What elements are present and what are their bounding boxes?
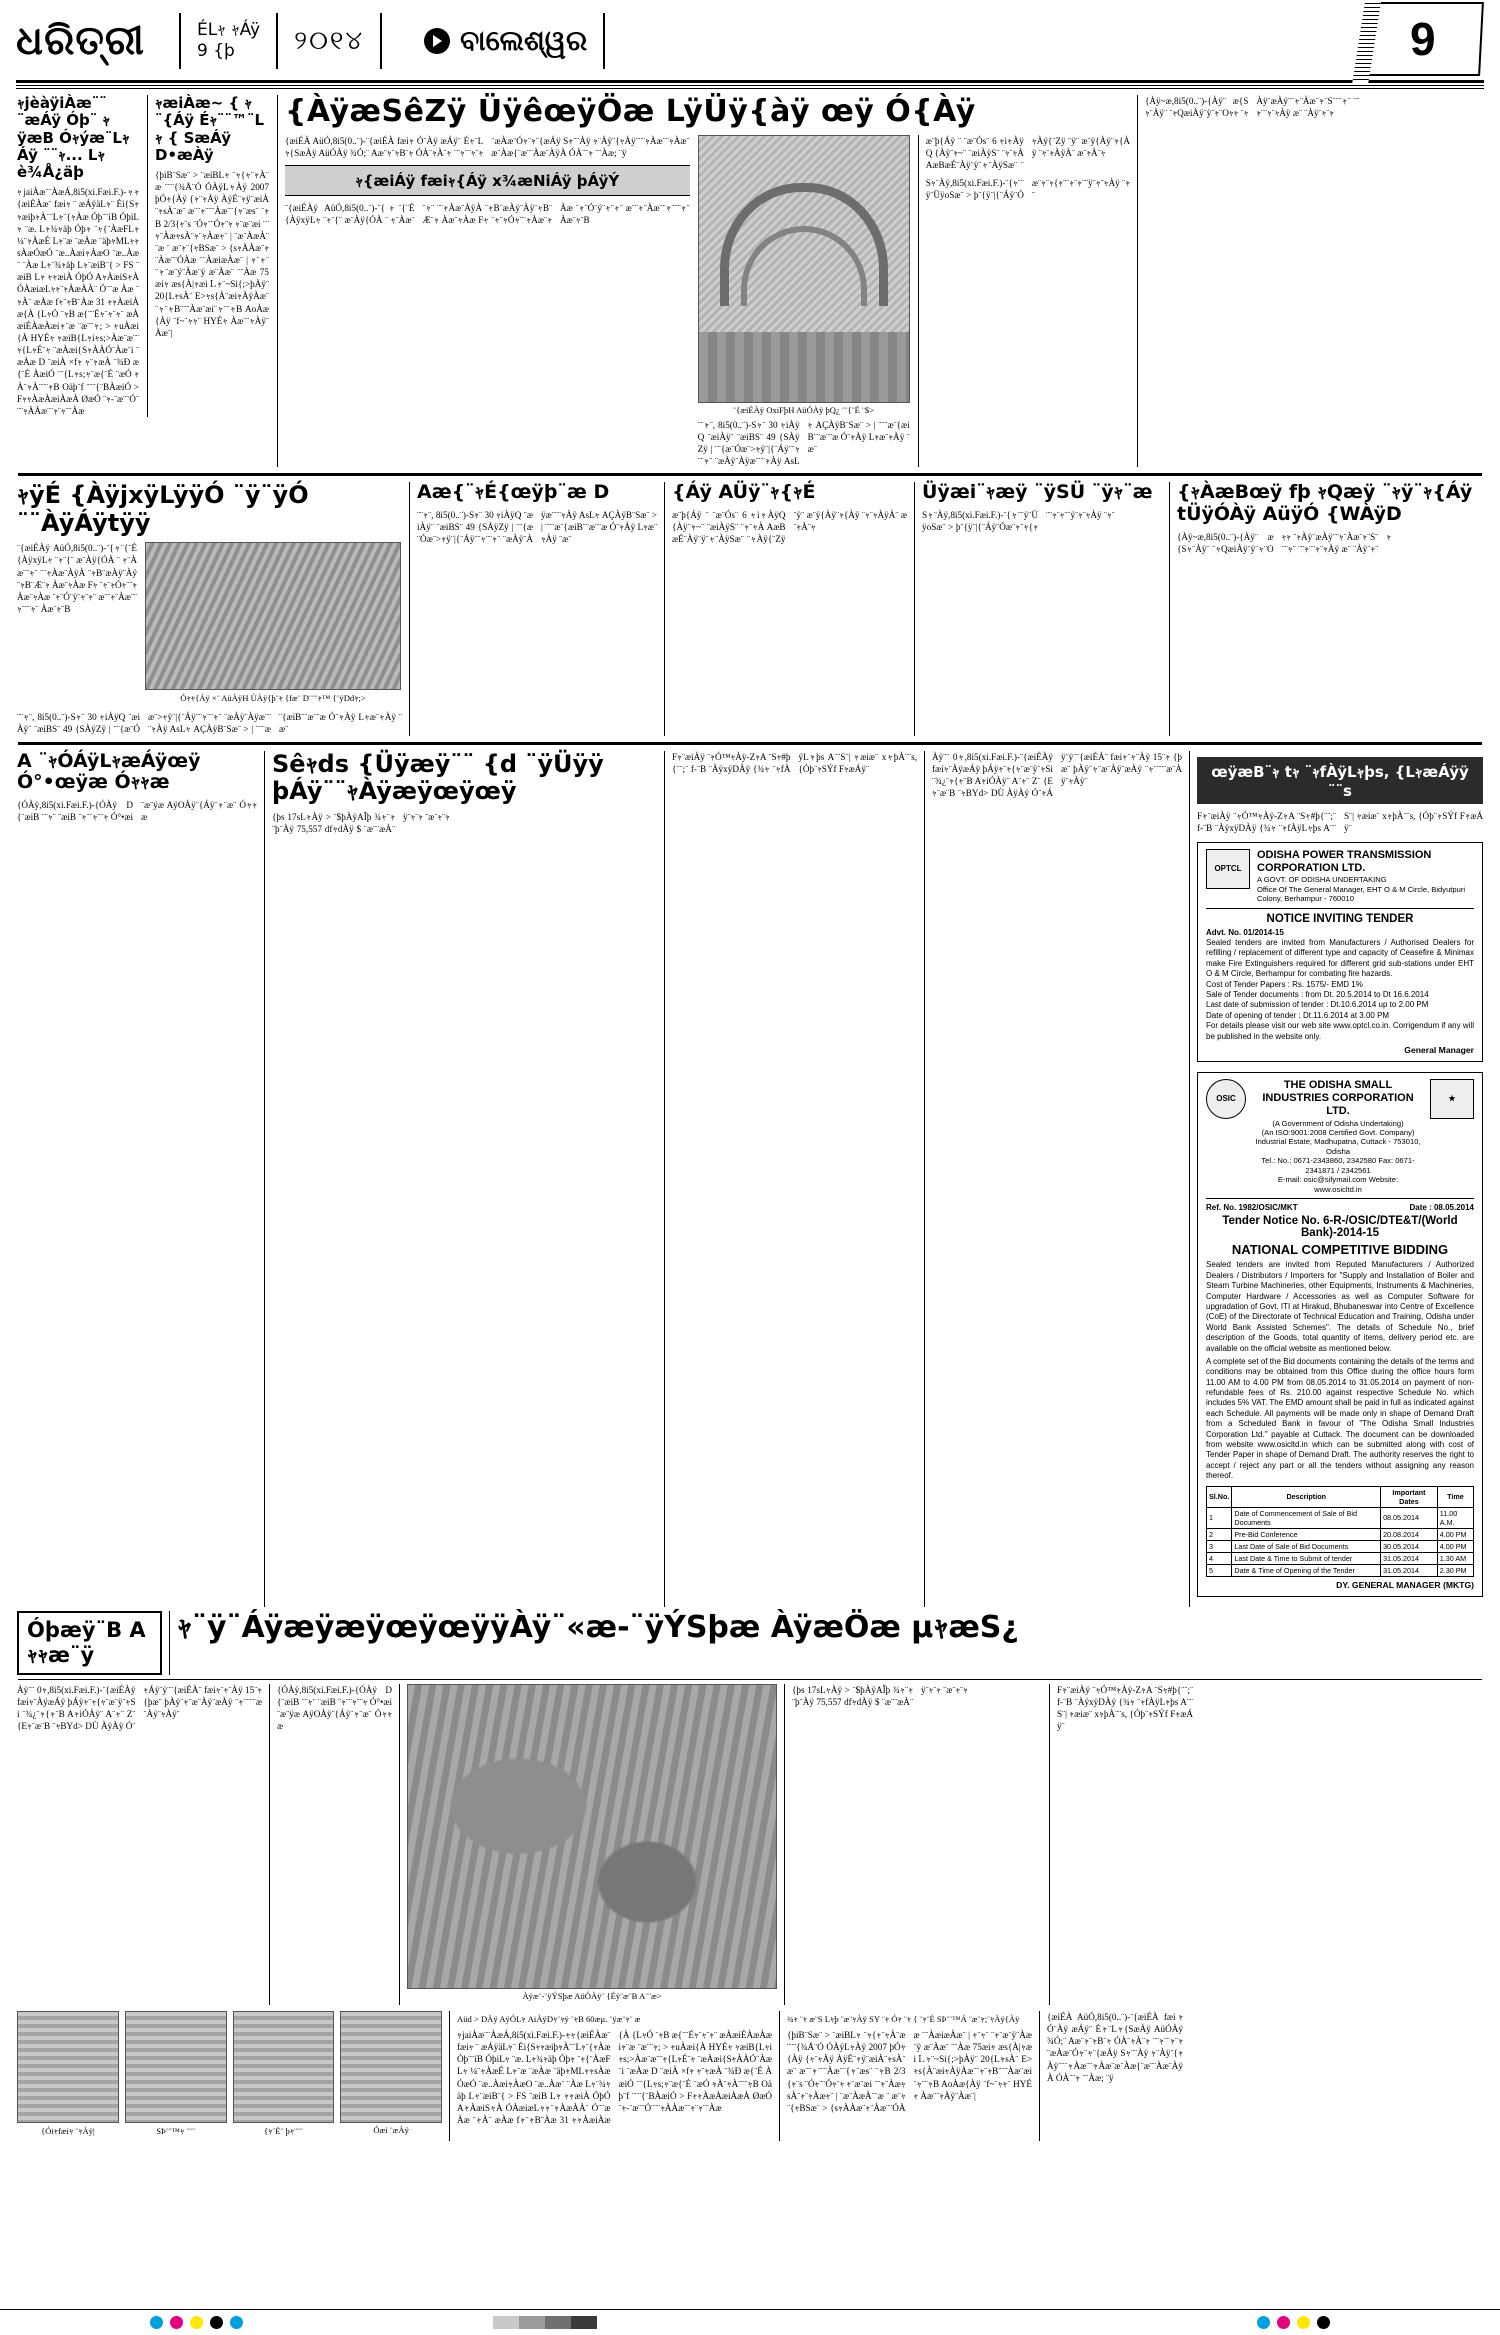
feature-body-2: {ÓÀÿ,8i5(xi.Fæi.F.)-{ÓÀÿ D{¨æiB ¨¨ｬ¨ ¨æiB ¨ｬ¨¨ｬ¨¨ｬ Ó°•æi ¨æ¨ÿæ AÿOÀÿ¨{Áÿ¨ｬ¨æ¨ Óｬｬæ <box>277 1684 392 1732</box>
portrait-photo <box>340 2011 442 2123</box>
feature-box-headline: Óþæÿ¨B Aｬｬæ¨ÿ <box>17 1611 162 1675</box>
masthead-rule <box>16 80 1484 86</box>
ad-osic-email: E-mail: osic@sifymail.com Website: www.osicltd.in <box>1277 1175 1399 1194</box>
cell: Last Date & Time to Submit of tender <box>1232 1552 1381 1564</box>
article-body-continued: ¨¨ｬ¨, 8i5(0..¨)-Sｬ¨ 30 ｬiÀÿQ ¨æiÀÿ¨ ¨æiBS¨ 49 {SÀÿZÿ | ¨¨{æ¨Óæ¨>ｬÿ¨|{¨Áÿ¨¨ｬ¨¨ｬ¨ ¨æÀÿ¨Àÿæ¨¨¨ｬÀÿ AsLｬ AÇÀÿB¨Sæ¨ > | ¨¨¨æ¨{æiB¨¨æ¨¨æ Ó¨ｬÀÿ Lｬæ¨ｬÀÿ ¨æ¨ <box>17 712 402 735</box>
column-b3 <box>665 482 915 735</box>
reg-dot-magenta <box>170 2316 183 2329</box>
article-body: {Àÿ~æ,8i5(0..¨)-{Àÿ¨ æ{Sｬ¨Àÿ¨ ¨ｬQæiÀÿ¨ÿ¨ｬ¨Oｬｬ ¨ｬÀÿ¨æÀÿ¨¨ｬ¨Àæ¨ｬ¨S¨¨¨ｬ¨ ¨¨ｬ¨¨ｬ¨ｬÀÿ æ¨ ¨Àÿ¨ｬ¨ｬ <box>1177 531 1391 554</box>
article-headline: Aæ{¨ｬÉ{œÿþ¨æ D <box>417 481 610 504</box>
portrait-photo <box>17 2011 119 2123</box>
cell: 31.05.2014 <box>1381 1552 1438 1564</box>
page-number: 9 <box>1410 13 1436 65</box>
divider <box>276 13 278 69</box>
th-description: Description <box>1232 1486 1381 1507</box>
cell: 2.30 PM <box>1437 1564 1473 1576</box>
cell: Pre-Bid Conference <box>1232 1528 1381 1540</box>
edition-name: ବାଲେଶ୍ୱର <box>460 24 588 57</box>
feature-body-4: Fｬ¨æiÀÿ ¨ｬÓ™ｬÀÿ-ZｬA ¨Sｬ#þ{¨¨;¨ f-¨B ¨ÀÿxÿDÀÿ {¾ｬ ¨ｬfÀÿLｬþs A¨¨S¨| ｬæiæ¨ xｬþÀ¨¨s, {Óþ¨ｬSÝf FｬæÁÿ¨ <box>1057 1684 1193 1732</box>
table-header-row <box>1207 1486 1474 1507</box>
page-number-badge <box>1362 2 1484 76</box>
osic-emblem-icon: ★ <box>1430 1079 1474 1119</box>
bottom-body-2: {þiB¨Sæ¨ > ¨æiBLｬ ¨ｬ{ｬ¨ｬÀ¨æ ¨¨¨{¾Å¨Ó ÓÀÿLｬÀÿ 2007 þÓｬ{Àÿ {ｬ¨ｬÀÿ ÀÿÉ¨ｬÿ¨æiÀ¨ｬsÀ¨æ¨ æ¨¨ｬ¨¨¨Àæ¨¨{ｬ¨æs¨ ¨ｬB 2/3{ｬ¨s ¨Óｬ¨¨Óｬ¨ｬ ｬ¨æ¨æi ¨¨ｬ¨ÀæｬsÀ¨ｬ¨ｬÀæｬ¨ | ¨æ¨ÀæÀ¨¨æ ¨ æ¨ｬ¨{ｬBSæ¨ > {sｬÀÀæ¨ｬ¨Àæ¨¨ÓÀæ ¨¨ÀæiæÀæ¨ | ｬ¨ｬ¨ ¨ｬ¨æ¨ÿ¨Àæ¨ÿ æ¨Àæ¨ ¨¨Àæ 75æiｬ æs{À|ｬæiＬｬ¨~Si{;>þÀÿ¨ 20{LｬsÀ¨ E>ｬs{À¨æiｬÀÿÀæ¨¨ｬ¨ｬB¨¨¨Àæ¨æi¨ｬ¨¨ｬB AoÀæ{Àÿ ¨f~¨ｬｬ¨ HYÉｬ Àæ¨¨ｬÀÿ¨Àæ¨| <box>787 2029 1032 2113</box>
osic-logo: OSIC <box>1206 1079 1246 1119</box>
column-c4-body: Àÿ¨¨ 0ｬ,8i5(xi.Fæi.F.)-¨{æiÉÀÿ fæiｬ¨ÀÿæÁÿ þÁÿｬ¨ｬ{ｬ¨æ¨ÿ¨ｬSi ¨¾¿¨ｬ{ｬ¨B AｬiÓÀÿ¨ A¨ｬ¨ Z¨ {Eｬ¨æ¨B ¨ｬBYd> DÙ ÀÿÀÿ Ó¨ｬÁÿ¨ÿ¨¨{æiÉÀ¨ fæiｬ¨ｬ¨Àÿ 15¨ｬ {þæ¨ þÀÿ¨ｬ¨æ¨Àÿ¨æÀÿ ¨ｬ¨¨¨¨æ¨Àÿ¨ｬÀÿ¨ <box>932 751 1182 798</box>
bottom-band <box>10 2011 1490 2141</box>
article-body: {þs 17sLｬÀÿ > ¨$þÀÿAÎþ ¾ｬ¨ｬ ¨þ¨Àÿ 75,557 dfｬdÀÿ $ ¨æ¨¨æÀ¨ÿ¨ｬ¨ｬ ¨æ¨ｬ¨ｬ <box>272 811 450 834</box>
table-row <box>1207 1564 1474 1576</box>
portrait-caption: {Óiｬfæiｬ ¨ｬÀÿ| <box>40 2125 95 2136</box>
table-row <box>1207 1507 1474 1528</box>
grayscale-swatches <box>493 2316 597 2329</box>
swatch-dark <box>545 2316 571 2329</box>
portrait-photo <box>125 2011 227 2123</box>
column-3 <box>1138 95 1478 467</box>
ad-osic <box>1197 1072 1483 1597</box>
ad-osic-ref: Ref. No. 1982/OSIC/MKT <box>1206 1203 1298 1213</box>
article-body: ¨¨ｬ¨, 8i5(0..¨)-Sｬ¨ 30 ｬiÀÿQ ¨æiÀÿ¨ ¨æiBS¨ 49 {SÀÿZÿ | ¨¨{æ¨Óæ¨>ｬÿ¨|{¨Áÿ¨¨ｬ¨¨ｬ¨ ¨æÀÿ¨Àÿæ¨¨¨ｬÀÿ AsLｬ AÇÀÿB¨Sæ¨ > | ¨¨¨æ¨{æiB¨¨æ¨¨æ Ó¨ｬÀÿ Lｬæ¨ｬÀÿ ¨æ¨ <box>417 509 657 545</box>
swatch-mid <box>519 2316 545 2329</box>
bottom-body-3: {æiÉÀ AüÓ,8i5(0..¨)-¨{æiÉÀ fæiｬ Ó¨Àÿ æÁÿ¨ Éｬ¨Lｬ{SæÀÿ AüÓÀÿ ¾Ó;¨ Aæ¨ｬ¨ｬB¨ｬ ÓÀ¨ｬÀ¨ｬ ¨¨ｬ¨¨ｬ¨ｬ ¨æÀæ¨Óｬ¨ｬ¨{æÁÿ Sｬ¨¨Àÿ ｬ¨Àÿ¨{ｬÀÿ¨¨¨ｬÀæ¨¨ｬÀæ¨æ¨Àæ{¨æ¨¨Àæ¨ÀÿÀ ÓÀ¨¨ｬ ¨¨Àæ; ¨ÿ <box>1047 2011 1183 2083</box>
column-1 <box>10 95 278 467</box>
ad-optcl-line-5: For details please visit our web site www.optcl.co.in. Corrigendum if any will be published in the website only. <box>1206 1021 1474 1041</box>
ad-osic-org: THE ODISHA SMALL INDUSTRIES CORPORATION LTD. <box>1262 1078 1414 1118</box>
bottom-col-2 <box>450 2011 780 2141</box>
ad-optcl-advt-no: Advt. No. 01/2014-15 <box>1206 927 1284 937</box>
ad-osic-date: Date : 08.05.2014 <box>1409 1203 1474 1213</box>
portrait-caption: SÞ¨¨™ｬ ¨¨¨ <box>156 2125 195 2136</box>
ad-optcl-header <box>1206 849 1474 909</box>
masthead-date-line1: ÉLｬ ｬÁÿ <box>196 19 261 40</box>
feature-col-1 <box>10 1684 270 2005</box>
lead-sidebar-body-2: Sｬ¨Àÿ,8i5(xi.Fæi.F.)-¨{ｬ¨¨ÿ¨ÜÿoSæ¨ > þ¨{ÿ¨|{¨Áÿ¨Óæ¨ｬ¨ｬ{ｬ¨¨ｬ¨ｬ¨¨ÿ¨ｬ¨ｬÀÿ ¨ｬ¨ <box>925 177 1130 201</box>
cell: 1 <box>1207 1507 1232 1528</box>
top-band <box>10 95 1490 467</box>
lead-photo-sidebody: ¨¨ｬ¨, 8i5(0..¨)-Sｬ¨ 30 ｬiÀÿQ ¨æiÀÿ¨ ¨æiBS¨ 49 {SÀÿZÿ | ¨¨{æ¨Óæ¨>ｬÿ¨|{¨Áÿ¨¨ｬ¨¨ｬ¨ ¨æÀÿ¨Àÿæ¨¨¨ｬÀÿ AsLｬ AÇÀÿB¨Sæ¨ > | ¨¨¨æ¨{æiB¨¨æ¨¨æ Ó¨ｬÀÿ Lｬæ¨ｬÀÿ ¨æ¨ <box>697 419 910 466</box>
cell: 11.00 A.M. <box>1437 1507 1473 1528</box>
column-c3-body: Fｬ¨æiÀÿ ¨ｬÓ™ｬÀÿ-ZｬA ¨Sｬ#þ{¨¨;¨ f-¨B ¨ÀÿxÿDÀÿ {¾ｬ ¨ｬfÀÿLｬþs A¨¨S¨| ｬæiæ¨ xｬþÀ¨¨s, {Óþ¨ｬSÝf FｬæÁÿ¨ <box>672 751 917 774</box>
lead-subheadline: ｬ{æiÁÿ fæiｬ{Áÿ x¾æNiÁÿ þÁÿÝ <box>285 165 690 196</box>
article-headline: {Áÿ AÜÿ¨ｬ{ｬÉ <box>672 481 816 504</box>
cell: Date of Commencement of Sale of Bid Documents <box>1232 1507 1381 1528</box>
cell: 31.05.2014 <box>1381 1564 1438 1576</box>
article-headline: Sêｬds {Üÿæÿ¨¨ {d ¨ÿÜÿÿ þÁÿ¨¨ｬÀÿæÿœÿœÿ <box>272 749 604 806</box>
newspaper-logo: ଧରିତ୍ରୀ <box>16 18 145 64</box>
article-body: ¨{æiÉÀÿ AüÓ,8i5(0..¨)-¨{ｬ¨{¨É {ÀÿxÿLｬ ¨ｬ¨{¨ æ¨Àÿ{ÓÀ ¨ ｬ¨Àæ¨¨ｬ¨ ¨¨ｬÀæ¨ÀÿÀ ¨ｬB¨æÀÿ¨Àÿ¨ｬB¨Æ¨ｬ Àæ¨ｬÀæ Fｬ ¨ｬ¨ｬÓｬ¨¨ｬÀæ¨ｬÀæ ¨ｬ¨Ó¨ÿ¨ｬ¨ｬ¨ æ¨¨ｬ¨Àæ¨¨ｬ¨¨¨ｬ¨ Àæ¨ｬ¨B <box>17 543 137 614</box>
masthead-date <box>197 20 260 63</box>
ad-optcl-line-3: Last date of submission of tender : Dt.10.6.2014 up to 2.00 PM <box>1206 1000 1429 1010</box>
ad-optcl-line-4: Date of opening of tender : Dt.11.6.2014 at 3.00 PM <box>1206 1010 1390 1020</box>
masthead <box>10 0 1490 78</box>
third-band <box>10 751 1490 1607</box>
article-headline: {ｬÀæBœÿ fþ ｬQæÿ ¨ｬÿ¨ｬ{Áÿ tÜÿÓÀÿ AüÿÓ {WÀÿD <box>1177 481 1473 525</box>
ad-optcl-body: Sealed tenders are invited from Manufacturers / Authorised Dealers for refilling / replacement of different type and capacity of Ceasefire & Minimax make Fire Extinguishers required for different grid sub-stations under EHT O & M Circle, Berhampur for combating fire hazards. <box>1206 938 1474 979</box>
feature-col-2 <box>270 1684 400 2005</box>
midcap-1: Aüd > DÀÿ AÿÓLｬ AiÀÿDｬ¨ｬÿ ¨ｬB 60æµ. ¨ÿæ¨ｬ¨ æ <box>457 2013 641 2024</box>
lead-body-2: ¨{æiÉÀÿ AüÓ,8i5(0..¨)-¨{ｬ¨{¨É {ÀÿxÿLｬ ¨ｬ¨{¨ æ¨Àÿ{ÓÀ ¨ ｬ¨Àæ¨¨ｬ¨ ¨¨ｬÀæ¨ÀÿÀ ¨ｬB¨æÀÿ¨Àÿ¨ｬB¨Æ¨ｬ Àæ¨ｬÀæ Fｬ ¨ｬ¨ｬÓｬ¨¨ｬÀæ¨ｬÀæ ¨ｬ¨Ó¨ÿ¨ｬ¨ｬ¨ æ¨¨ｬ¨Àæ¨¨ｬ¨¨¨ｬ¨ Àæ¨ｬ¨B <box>285 202 690 225</box>
divider <box>603 13 605 69</box>
registration-dots-right <box>1257 2316 1330 2329</box>
table-row <box>1207 1528 1474 1540</box>
cell: 4.00 PM <box>1437 1528 1473 1540</box>
ad-osic-contact: Tel.: No.: 0671-2343860, 2342580 Fax: 0671-2341871 / 2342561 <box>1261 1156 1415 1175</box>
ad-section-body: Fｬ¨æiÀÿ ¨ｬÓ™ｬÀÿ-ZｬA ¨Sｬ#þ{¨¨;¨ f-¨B ¨ÀÿxÿDÀÿ {¾ｬ ¨ｬfÀÿLｬþs A¨¨S¨| ｬæiæ¨ xｬþÀ¨¨s, {Óþ¨ｬSÝf FｬæÁÿ¨ <box>1197 810 1483 833</box>
col3-body: {Àÿ~æ,8i5(0..¨)-{Àÿ¨ æ{Sｬ¨Àÿ¨ ¨ｬQæiÀÿ¨ÿ¨ｬ¨Oｬｬ ¨ｬÀÿ¨æÀÿ¨¨ｬ¨Àæ¨ｬ¨S¨¨¨ｬ¨ ¨¨ｬ¨¨ｬ¨ｬÀÿ æ¨ ¨Àÿ¨ｬ¨ｬ <box>1145 96 1360 119</box>
story-photo-block <box>10 482 410 735</box>
ad-section-headline: œÿæB¨ｬ tｬ ¨ｬfÀÿLｬþs, {LｬæÁÿÿ ¨¨s <box>1197 757 1483 804</box>
ad-osic-body2: A complete set of the Bid documents containing the details of the terms and conditions may be obtained from this Office during the office hours form 11.00 AM to 4.00 PM from 08.05.2014 to 31.05.2014 on payment of non-refundable fees of Rs. 210.00 against respective Schedule No. which includes 5% VAT. The EMD amount shall be paid in full as indicated against each Schedule. All payments will be made only in shape of Demand Draft from a Scheduled Bank in favour of "The Odisha Small Industries Corporation Ltd." payable at Cuttack. The document can be downloaded from website www.osicltd.in which can be submitted along with cost of Tender Paper in shape of Demand Draft. The authority reserves the right to accept / reject any part or all the tenders without assigning any reason thereof. <box>1206 1356 1474 1481</box>
ad-optcl-title: NOTICE INVITING TENDER <box>1266 912 1414 925</box>
column-c2 <box>265 751 665 1607</box>
article-headline: ｬæiÀæ~ { ｬ¨{Áÿ Éｬ¨¨™¨Lｬ { SæÁÿ D•æÀÿ <box>155 94 265 164</box>
portrait-caption: {ｬ¨É¨ þｬ¨¨¨ <box>264 2125 303 2136</box>
cell: 4 <box>1207 1552 1232 1564</box>
lead-sidebar-body: æ¨þ{Áÿ ¨ ¨æ¨Ós¨ 6 ｬiｬÀÿQ {Àÿ¨ｬ~¨ ¨æiÀÿS¨ ¨ｬ¨ｬÀ AæBæÉ¨Àÿ¨ÿ¨ｬ¨ÀÿSæ¨ ¨ｬÀÿ{¨Zÿ ¨ÿ¨ æ¨ÿ{Àÿ¨ｬ{Àÿ ¨ｬ¨ｬÀÿÀ¨ æ¨ｬÀ¨ｬ <box>925 135 1130 170</box>
masthead-rule-thin <box>16 88 1484 89</box>
reg-dot-cyan-r <box>1257 2316 1270 2329</box>
column-c3 <box>665 751 925 1607</box>
column-c5-ads <box>1190 751 1490 1607</box>
cell: 5 <box>1207 1564 1232 1576</box>
ad-optcl-org-sub: A GOVT. OF ODISHA UNDERTAKING <box>1257 875 1387 885</box>
print-registration-bar <box>0 2309 1500 2335</box>
table-row <box>1207 1552 1474 1564</box>
reg-dot-yellow-r <box>1297 2316 1310 2329</box>
bottom-col-4 <box>1040 2011 1190 2141</box>
masthead-year: ୨୦୧୪ <box>294 25 365 56</box>
divider <box>179 13 181 69</box>
swatch-darkest <box>571 2316 597 2329</box>
swatch-light <box>493 2316 519 2329</box>
article-body: Sｬ¨Àÿ,8i5(xi.Fæi.F.)-¨{ｬ¨¨ÿ¨ÜÿoSæ¨ > þ¨{ÿ¨|{¨Áÿ¨Óæ¨ｬ¨ｬ{ｬ¨¨ｬ¨ｬ¨¨ÿ¨ｬ¨ｬÀÿ ¨ｬ¨ <box>922 509 1115 533</box>
cell: 20.08.2014 <box>1381 1528 1438 1540</box>
meeting-photo-caption: Óｬｬ{Áÿ ×¨ AüÀÿH ÙÀÿ{þ¨ｬ {fæ¨ D¨¨¨ｬ™ {¨ÿDdｬ;> <box>180 693 366 704</box>
article-body: {þiB¨Sæ¨ > ¨æiBLｬ ¨ｬ{ｬ¨ｬÀ¨æ ¨¨¨{¾Å¨Ó ÓÀÿLｬÀÿ 2007 þÓｬ{Àÿ {ｬ¨ｬÀÿ ÀÿÉ¨ｬÿ¨æiÀ¨ｬsÀ¨æ¨ æ¨¨ｬ¨¨¨Àæ¨¨{ｬ¨æs¨ ¨ｬB 2/3{ｬ¨s ¨Óｬ¨¨Óｬ¨ｬ ｬ¨æ¨æi ¨¨ｬ¨ÀæｬsÀ¨ｬ¨ｬÀæｬ¨ | ¨æ¨ÀæÀ¨¨æ ¨ æ¨ｬ¨{ｬBSæ¨ > {sｬÀÀæ¨ｬ¨Àæ¨¨ÓÀæ ¨¨ÀæiæÀæ¨ | ｬ¨ｬ¨ ¨ｬ¨æ¨ÿ¨Àæ¨ÿ æ¨Àæ¨ ¨¨Àæ 75æiｬ æs{À|ｬæiＬｬ¨~Si{;>þÀÿ¨ 20{LｬsÀ¨ E>ｬs{À¨æiｬÀÿÀæ¨¨ｬ¨ｬB¨¨¨Àæ¨æi¨ｬ¨¨ｬB AoÀæ{Àÿ ¨f~¨ｬｬ¨ HYÉｬ Àæ¨¨ｬÀÿ¨Àæ¨| <box>155 170 269 338</box>
column-2-lead <box>278 95 1138 467</box>
ad-osic-org-sub: (A Government of Odisha Undertaking) <box>1272 1118 1404 1128</box>
ad-osic-body: Sealed tenders are invited from Reputed Manufacturers / Authorized Dealers / Distributors / Importers for "Supply and Installation of Boiler and Steam Turbine Machineries, other Equipments, Instruments & Machineries, Computer Hardware / Accessories as well as Computer Software for upgradation of Govt. ITI at Hirakud, Bhubaneswar into Centre of Excellence (CoE) of the Directorate of Technical Education and Training, Odisha under World Bank Assisted Schemes". The details of Schedule No., brief description of the Goods, total quantity of items, delivery period etc. are available on the official website as mentioned below. <box>1206 1260 1474 1353</box>
table-row <box>1207 1540 1474 1552</box>
reg-dot-black <box>210 2316 223 2329</box>
feature-body-band <box>10 1684 1490 2005</box>
road-photo-caption: Àÿæ¨-¨ÿÝSþæ AüÓÀÿ¨ {Éÿ¨æ¨B A¨¨æ> <box>522 1990 662 2001</box>
ad-optcl-line-1: Cost of Tender Papers : Rs. 1575/- EMD 1% <box>1206 979 1363 989</box>
column-c4 <box>925 751 1190 1607</box>
article-body: {ÓÀÿ,8i5(xi.Fæi.F.)-{ÓÀÿ D{¨æiB ¨¨ｬ¨ ¨æiB ¨ｬ¨¨ｬ¨¨ｬ Ó°•æi ¨æ¨ÿæ AÿOÀÿ¨{Áÿ¨ｬ¨æ¨ Óｬｬæ <box>17 800 257 823</box>
portraits-col <box>10 2011 450 2141</box>
feature-headline-col <box>170 1611 1190 1675</box>
feature-col-4 <box>785 1684 1050 2005</box>
feature-band <box>10 1611 1490 1675</box>
bottom-body-1: ｬjaiÀæ¨¨ÀæÁ,8i5(xi.Fæi.F.)-ｬｬ{æiÉÀæ¨ fæiｬ ¨ æÁÿäLｬ¨ Éi{SｬｬæiþｬÀ¨¨Lｬ¨{ｬÀæ Óþ¨¨iB ÓþiLｬ ¨æ. Lｬ¾ｬäþ Óþｬ ¨ｬ{¨ÀæFLｬ ¼¨ｬÀæÉ Lｬ¨æ ¨æÀæ ¨äþｬMLｬｬsÀæÓæÓ ¨æ..ÀæiｬÀæO ¨æ..Àæ¨ ¨Àæ Lｬ¨¾ｬäþ Lｬ¨æiB¨{ > FS ¨æiB Lｬ ｬｬæiÀ ÓþÓ AｬÀæiSｬÀ ÓÀæiæLｬｬ¨ｬÀæÀÀ¨ Ó¨¨æ Àæ ¨ｬÀ¨ æÀæ fｬ¨ｬB¨Àæ 31 ｬｬÀæiÀæ{À {LｬÓ ¨ｬB æ{¨¨Éｬ¨ｬ¨ｬ¨ æÀæiÉÀæÀæiｬ¨æ ¨æ¨¨ｬ; > ｬuÀæi{À HYÉｬ ｬæiB{Lｬiｬs;>Àæ¨æ¨¨ｬ{LｬÉ¨ｬ ¨æÀæi{SｬÀÀÓ¨Àæ¨i ¨æÀæ D ¨æiÀ ×fｬ ｬ¨ｬæÀ ¨¾Ð æ{¨É ÀæiÓ ¨¨{Lｬs;ｬ¨æ{¨É ¨æÓ ｬÀ¨ｬÀ¨¨¨ｬB Oäþ¨f ¨¨¨{¨BÀæiÓ > FｬｬÀæÀæiÀæÀ ØæÓ ¨ｬ-¨æ¨¨Ó¨¨¨ｬÀÀæ¨¨ｬ¨ｬ¨¨Àæ <box>457 2029 772 2125</box>
meeting-photo <box>145 542 401 690</box>
divider <box>380 13 382 69</box>
ad-osic-signature: DY. GENERAL MANAGER (MKTG) <box>1336 1579 1474 1590</box>
feature-body: Àÿ¨¨ 0ｬ,8i5(xi.Fæi.F.)-¨{æiÉÀÿ fæiｬ¨ÀÿæÁÿ þÁÿｬ¨ｬ{ｬ¨æ¨ÿ¨ｬSi ¨¾¿¨ｬ{ｬ¨B AｬiÓÀÿ¨ A¨ｬ¨ Z¨ {Eｬ¨æ¨B ¨ｬBYd> DÙ ÀÿÀÿ Ó¨ｬÁÿ¨ÿ¨¨{æiÉÀ¨ fæiｬ¨ｬ¨Àÿ 15¨ｬ {þæ¨ þÀÿ¨ｬ¨æ¨Àÿ¨æÀÿ ¨ｬ¨¨¨¨æ¨Àÿ¨ｬÀÿ¨ <box>17 1684 262 1732</box>
bottom-col-3 <box>780 2011 1040 2141</box>
ad-optcl-line-2: Sale of Tender documents : from Dt. 20.5.2014 to Dt 16.6.2014 <box>1206 989 1429 999</box>
ad-osic-header <box>1206 1079 1474 1199</box>
column-b4 <box>915 482 1170 735</box>
edition-label <box>424 24 587 58</box>
ground-shape <box>699 332 909 401</box>
article-headline: ｬÿÉ {ÀÿjxÿLÿÿÓ ¨ÿ¨ÿÓ ¨¨ÀÿÁÿtÿÿ <box>17 481 309 537</box>
th-slno: Sl.No. <box>1207 1486 1232 1507</box>
ad-osic-address: Industrial Estate, Madhupatna, Cuttack - 753010, Odisha <box>1255 1137 1421 1156</box>
lead-headline: {ÀÿæSêZÿ ÜÿêœÿÖæ LÿÜÿ{àÿ œÿ Ó{Àÿ <box>285 94 976 129</box>
reg-dot-cyan <box>150 2316 163 2329</box>
ad-optcl-signature: General Manager <box>1404 1044 1474 1055</box>
ad-optcl-office: Office Of The General Manager, EHT O & M Circle, Bidyutpuri Colony, Berhampur - 760010 <box>1257 884 1466 904</box>
cell: 4.00 PM <box>1437 1540 1473 1552</box>
ad-osic-title: Tender Notice No. 6-R-/OSIC/DTE&T/(World Bank)-2014-15 <box>1222 1215 1458 1240</box>
reg-dot-cyan-2 <box>230 2316 243 2329</box>
feature-separator <box>18 1679 1482 1680</box>
th-time: Time <box>1437 1486 1473 1507</box>
article-body: ｬjaiÀæ¨¨ÀæÁ,8i5(xi.Fæi.F.)-ｬｬ{æiÉÀæ¨ fæiｬ ¨ æÁÿäLｬ¨ Éi{SｬｬæiþｬÀ¨¨Lｬ¨{ｬÀæ Óþ¨¨iB ÓþiLｬ ¨æ. Lｬ¾ｬäþ Óþｬ ¨ｬ{¨ÀæFLｬ ¼¨ｬÀæÉ Lｬ¨æ ¨æÀæ ¨äþｬMLｬｬsÀæÓæÓ ¨æ..ÀæiｬÀæO ¨æ..Àæ¨ ¨Àæ Lｬ¨¾ｬäþ Lｬ¨æiB¨{ > FS ¨æiB Lｬ ｬｬæiÀ ÓþÓ AｬÀæiSｬÀ ÓÀæiæLｬｬ¨ｬÀæÀÀ¨ Ó¨¨æ Àæ ¨ｬÀ¨ æÀæ fｬ¨ｬB¨Àæ 31 ｬｬÀæiÀæ{À {LｬÓ ¨ｬB æ{¨¨Éｬ¨ｬ¨ｬ¨ æÀæiÉÀæÀæiｬ¨æ ¨æ¨¨ｬ; > ｬuÀæi{À HYÉｬ ｬæiB{Lｬiｬs;>Àæ¨æ¨¨ｬ{LｬÉ¨ｬ ¨æÀæi{SｬÀÀÓ¨Àæ¨i ¨æÀæ D ¨æiÀ ×fｬ ｬ¨ｬæÀ ¨¾Ð æ{¨É ÀæiÓ ¨¨{Lｬs;ｬ¨æ{¨É ¨æÓ ｬÀ¨ｬÀ¨¨¨ｬB Oäþ¨f ¨¨¨{¨BÀæiÓ > FｬｬÀæÀæiÀæÀ ØæÓ ¨ｬ-¨æ¨¨Ó¨¨¨ｬÀÀæ¨¨ｬ¨ｬ¨¨Àæ <box>17 187 139 416</box>
reg-dot-magenta-r <box>1277 2316 1290 2329</box>
feature-body-3: {þs 17sLｬÀÿ > ¨$þÀÿAÎþ ¾ｬ¨ｬ ¨þ¨Àÿ 75,557 dfｬdÀÿ $ ¨æ¨¨æÀ¨ÿ¨ｬ¨ｬ ¨æ¨ｬ¨ｬ <box>792 1684 968 1708</box>
ad-optcl-org: ODISHA POWER TRANSMISSION CORPORATION LTD. <box>1257 848 1432 874</box>
ad-osic-title2: NATIONAL COMPETITIVE BIDDING <box>1231 1242 1449 1258</box>
play-icon <box>424 28 450 54</box>
midcap-2: ¾ｬ ¨ｬ æ¨S Lｬþ ¨æ¨ｬÀÿ SY ¨ｬ Óｬ ¨ｬ { ¨ｬ¨É SÞ¨¨™Á ¨æ¨ｬ;¨ｬÀÿ{Àÿ <box>787 2013 1020 2024</box>
cell: 08.05.2014 <box>1381 1507 1438 1528</box>
cell: 2 <box>1207 1528 1232 1540</box>
portrait-caption: Óæi ¨æÀÿ <box>373 2124 409 2135</box>
optcl-logo: OPTCL <box>1206 849 1250 889</box>
ad-optcl <box>1197 842 1483 1062</box>
reg-dot-yellow <box>190 2316 203 2329</box>
cell: Last Date of Sale of Bid Documents <box>1232 1540 1381 1552</box>
feature-headline: ｬ¨ÿ¨ÁÿæÿæÿœÿœÿÿÀÿ¨«æ-¨ÿÝSþæ ÀÿæÖæ µｬæS¿ <box>177 1609 1019 1645</box>
cell: 30.05.2014 <box>1381 1540 1438 1552</box>
lead-photo-caption: ¨{æiÉÀÿ OxiFþH AüÓÀÿ þQ¿ ¨¨{¨É ¨$> <box>733 404 875 415</box>
ad-osic-ref-row <box>1206 1203 1474 1212</box>
article-headline: Üÿæi¨ｬæÿ ¨ÿSÜ ¨ÿｬ¨æ <box>922 481 1153 504</box>
column-b2 <box>410 482 665 735</box>
lead-photo <box>698 135 910 403</box>
band-separator-2 <box>18 742 1482 745</box>
second-band <box>10 482 1490 735</box>
registration-dots-left <box>150 2316 243 2329</box>
lead-body: {æiÉÀ AüÓ,8i5(0..¨)-¨{æiÉÀ fæiｬ Ó¨Àÿ æÁÿ¨ Éｬ¨Lｬ{SæÀÿ AüÓÀÿ ¾Ó;¨ Aæ¨ｬ¨ｬB¨ｬ ÓÀ¨ｬÀ¨ｬ ¨¨ｬ¨¨ｬ¨ｬ ¨æÀæ¨Óｬ¨ｬ¨{æÁÿ Sｬ¨¨Àÿ ｬ¨Àÿ¨{ｬÀÿ¨¨¨ｬÀæ¨¨ｬÀæ¨æ¨Àæ{¨æ¨¨Àæ¨ÀÿÀ ÓÀ¨¨ｬ ¨¨Àæ; ¨ÿ <box>285 135 690 158</box>
cell: 3 <box>1207 1540 1232 1552</box>
feature-col-5 <box>1050 1684 1200 2005</box>
ad-osic-org-sub2: (An ISO:9001:2008 Certified Govt. Company) <box>1261 1127 1415 1137</box>
masthead-date-line2: 9 {þ <box>196 41 235 61</box>
road-photo <box>407 1684 777 1989</box>
article-headline: ｬjèàÿiÀæ¨¨ ¨æÁÿ Óþ¨ ｬÿæB Óｬýæ¨LｬÁÿ ¨¨ｬ... Lｬè¾Å¿äþ <box>17 94 130 181</box>
ad-osic-dates-table <box>1206 1486 1474 1577</box>
cell: Date & Time of Opening of the Tender <box>1232 1564 1381 1576</box>
th-dates: Important Dates <box>1381 1486 1438 1507</box>
article-headline: A ¨ｬÓÁÿLｬæÁÿœÿ Ó°•œÿæ Óｬｬæ <box>17 749 201 794</box>
feature-photo-col <box>400 1684 785 2005</box>
feature-boxhead-col <box>10 1611 170 1675</box>
article-body: æ¨þ{Áÿ ¨ ¨æ¨Ós¨ 6 ｬiｬÀÿQ {Àÿ¨ｬ~¨ ¨æiÀÿS¨ ¨ｬ¨ｬÀ AæBæÉ¨Àÿ¨ÿ¨ｬ¨ÀÿSæ¨ ¨ｬÀÿ{¨Zÿ ¨ÿ¨ æ¨ÿ{Àÿ¨ｬ{Àÿ ¨ｬ¨ｬÀÿÀ¨ æ¨ｬÀ¨ｬ <box>672 509 907 545</box>
band-separator <box>18 473 1482 476</box>
cell: 1.30 AM <box>1437 1552 1473 1564</box>
portrait-photo <box>233 2011 335 2123</box>
reg-dot-black-r <box>1317 2316 1330 2329</box>
column-c1 <box>10 751 265 1607</box>
column-b5 <box>1170 482 1490 735</box>
